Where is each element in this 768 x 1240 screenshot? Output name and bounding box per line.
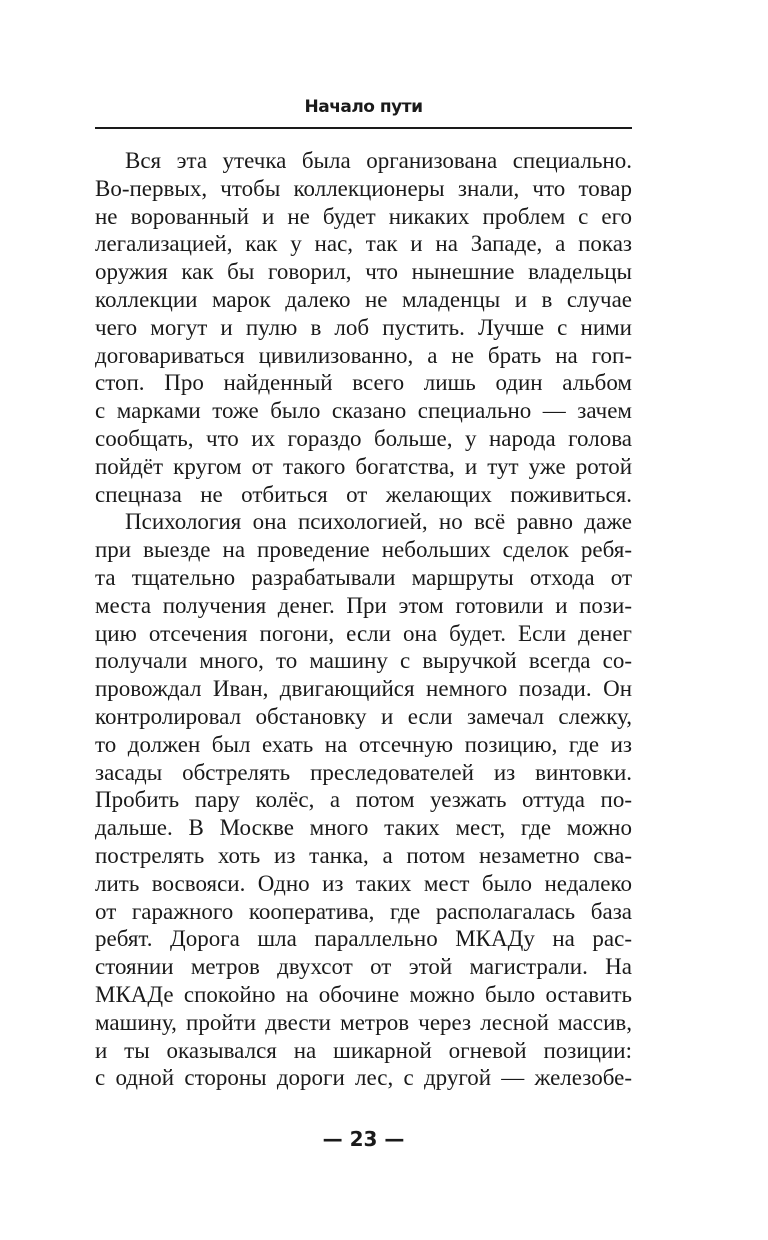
text-line: МКАДе спокойно на обочине можно было оставить xyxy=(95,981,632,1007)
text-line: стоп. Про найденный всего лишь один альбом xyxy=(95,370,632,396)
text-line: получали много, то машину с выручкой всегда со- xyxy=(95,648,632,674)
text-line: не ворованный и не будет никаких проблем с его xyxy=(95,203,632,229)
paragraph-first-line: Вся эта утечка была организована специально. xyxy=(125,148,632,173)
text-line: стоянии метров двухсот от этой магистрали. На xyxy=(95,954,632,980)
text-line: цию отсечения погони, если она будет. Если денег xyxy=(95,620,632,646)
text-line: оружия как бы говорил, что нынешние владельцы xyxy=(95,259,632,285)
text-line: пойдёт кругом от такого богатства, и тут уже ротой xyxy=(95,453,632,479)
text-line: и ты оказывался на шикарной огневой позиции: xyxy=(95,1037,632,1063)
text-line: спецназа не отбиться от желающих поживиться. xyxy=(95,481,632,507)
text-line: чего могут и пулю в лоб пустить. Лучше с ними xyxy=(95,314,632,340)
text-line: с одной стороны дороги лес, с другой — железобе- xyxy=(95,1065,632,1091)
text-line: при выезде на проведение небольших сделок ребя- xyxy=(95,537,632,563)
text-line: от гаражного кооператива, где располагалась база xyxy=(95,898,632,924)
text-line: Во-первых, чтобы коллекционеры знали, что товар xyxy=(95,175,632,201)
text-line: провождал Иван, двигающийся немного позади. Он xyxy=(95,676,632,702)
text-line: коллекции марок далеко не младенцы и в случае xyxy=(95,286,632,312)
text-line: то должен был ехать на отсечную позицию, где из xyxy=(95,731,632,757)
text-line: контролировал обстановку и если замечал слежку, xyxy=(95,703,632,729)
text-line: легализацией, как у нас, так и на Западе, а показ xyxy=(95,231,632,257)
text-line: лить восвояси. Одно из таких мест было недалеко xyxy=(95,870,632,896)
text-line: дальше. В Москве много таких мест, где можно xyxy=(95,815,632,841)
text-line: засады обстрелять преследователей из винтовки. xyxy=(95,759,632,785)
text-line: пострелять хоть из танка, а потом незаметно сва- xyxy=(95,842,632,868)
running-header: Начало пути xyxy=(304,97,423,117)
text-line: машину, пройти двести метров через лесной массив, xyxy=(95,1009,632,1035)
text-line: места получения денег. При этом готовили и пози- xyxy=(95,592,632,618)
text-line: Пробить пару колёс, а потом уезжать оттуда по- xyxy=(95,787,632,813)
paragraph-first-line: Психология она психологией, но всё равно даже xyxy=(125,509,632,535)
text-line: та тщательно разрабатывали маршруты отхода от xyxy=(95,564,632,590)
text-line: ребят. Дорога шла параллельно МКАДу на рас- xyxy=(95,926,632,952)
text-line: сообщать, что их гораздо больше, у народа голова xyxy=(95,425,632,451)
header-rule xyxy=(95,127,632,129)
text-line: договариваться цивилизованно, а не брать на гоп- xyxy=(95,342,632,368)
page-body-text xyxy=(95,147,632,1092)
page-number: — 23 — xyxy=(322,1127,405,1151)
text-line: с марками тоже было сказано специально — зачем xyxy=(95,398,632,424)
